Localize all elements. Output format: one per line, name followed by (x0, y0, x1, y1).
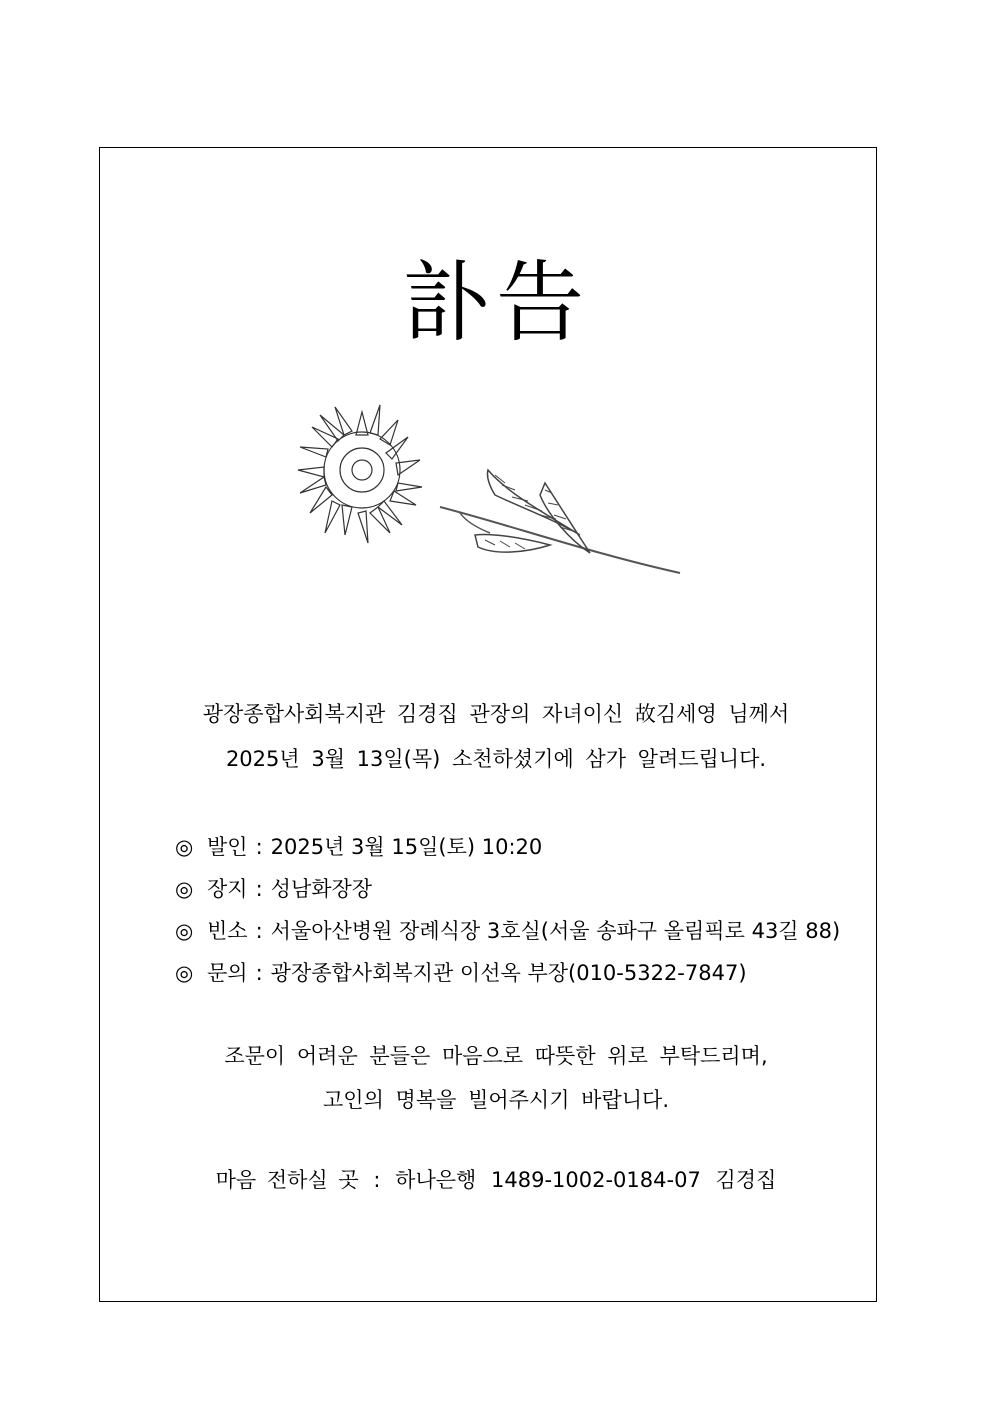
double-circle-icon: ◎ (175, 961, 194, 985)
detail-item-burial (175, 868, 840, 910)
chrysanthemum-illustration (290, 395, 690, 580)
detail-label: 문의 (207, 961, 248, 985)
account-bank: 하나은행 (395, 1168, 477, 1192)
condolence-line-1: 조문이 어려운 분들은 마음으로 따뜻한 위로 부탁드리며, (224, 1044, 768, 1068)
condolence-line-2: 고인의 명복을 빌어주시기 바랍니다. (323, 1088, 669, 1112)
detail-value: 서울아산병원 장례식장 3호실(서울 송파구 올림픽로 43길 88) (270, 919, 841, 943)
detail-value: 성남화장장 (270, 877, 373, 901)
announcement-line-1: 광장종합사회복지관 김경집 관장의 자녀이신 故김세영 님께서 (202, 702, 790, 726)
donation-account (0, 1162, 992, 1198)
detail-label: 장지 (207, 877, 248, 901)
detail-item-inquiry (175, 952, 840, 994)
detail-item-departure (175, 826, 840, 868)
account-separator: : (373, 1168, 381, 1192)
detail-label: 빈소 (207, 919, 248, 943)
announcement-line-2: 2025년 3월 13일(목) 소천하셨기에 삼가 알려드립니다. (225, 747, 767, 771)
account-label: 마음 전하실 곳 (215, 1168, 359, 1192)
page-title: 訃告 (401, 251, 590, 354)
announcement-text (0, 692, 992, 782)
detail-separator: : (255, 919, 263, 943)
detail-separator: : (255, 877, 263, 901)
detail-label: 발인 (207, 835, 248, 859)
double-circle-icon: ◎ (175, 919, 194, 943)
condolence-message (0, 1034, 992, 1122)
funeral-details-list (175, 826, 840, 994)
detail-separator: : (255, 961, 263, 985)
detail-separator: : (255, 835, 263, 859)
account-number: 1489-1002-0184-07 (491, 1168, 701, 1192)
account-holder: 김경집 (715, 1168, 777, 1192)
double-circle-icon: ◎ (175, 835, 194, 859)
detail-value: 광장종합사회복지관 이선옥 부장(010-5322-7847) (270, 961, 747, 985)
detail-value: 2025년 3월 15일(토) 10:20 (270, 835, 543, 859)
detail-item-mortuary (175, 910, 840, 952)
double-circle-icon: ◎ (175, 877, 194, 901)
